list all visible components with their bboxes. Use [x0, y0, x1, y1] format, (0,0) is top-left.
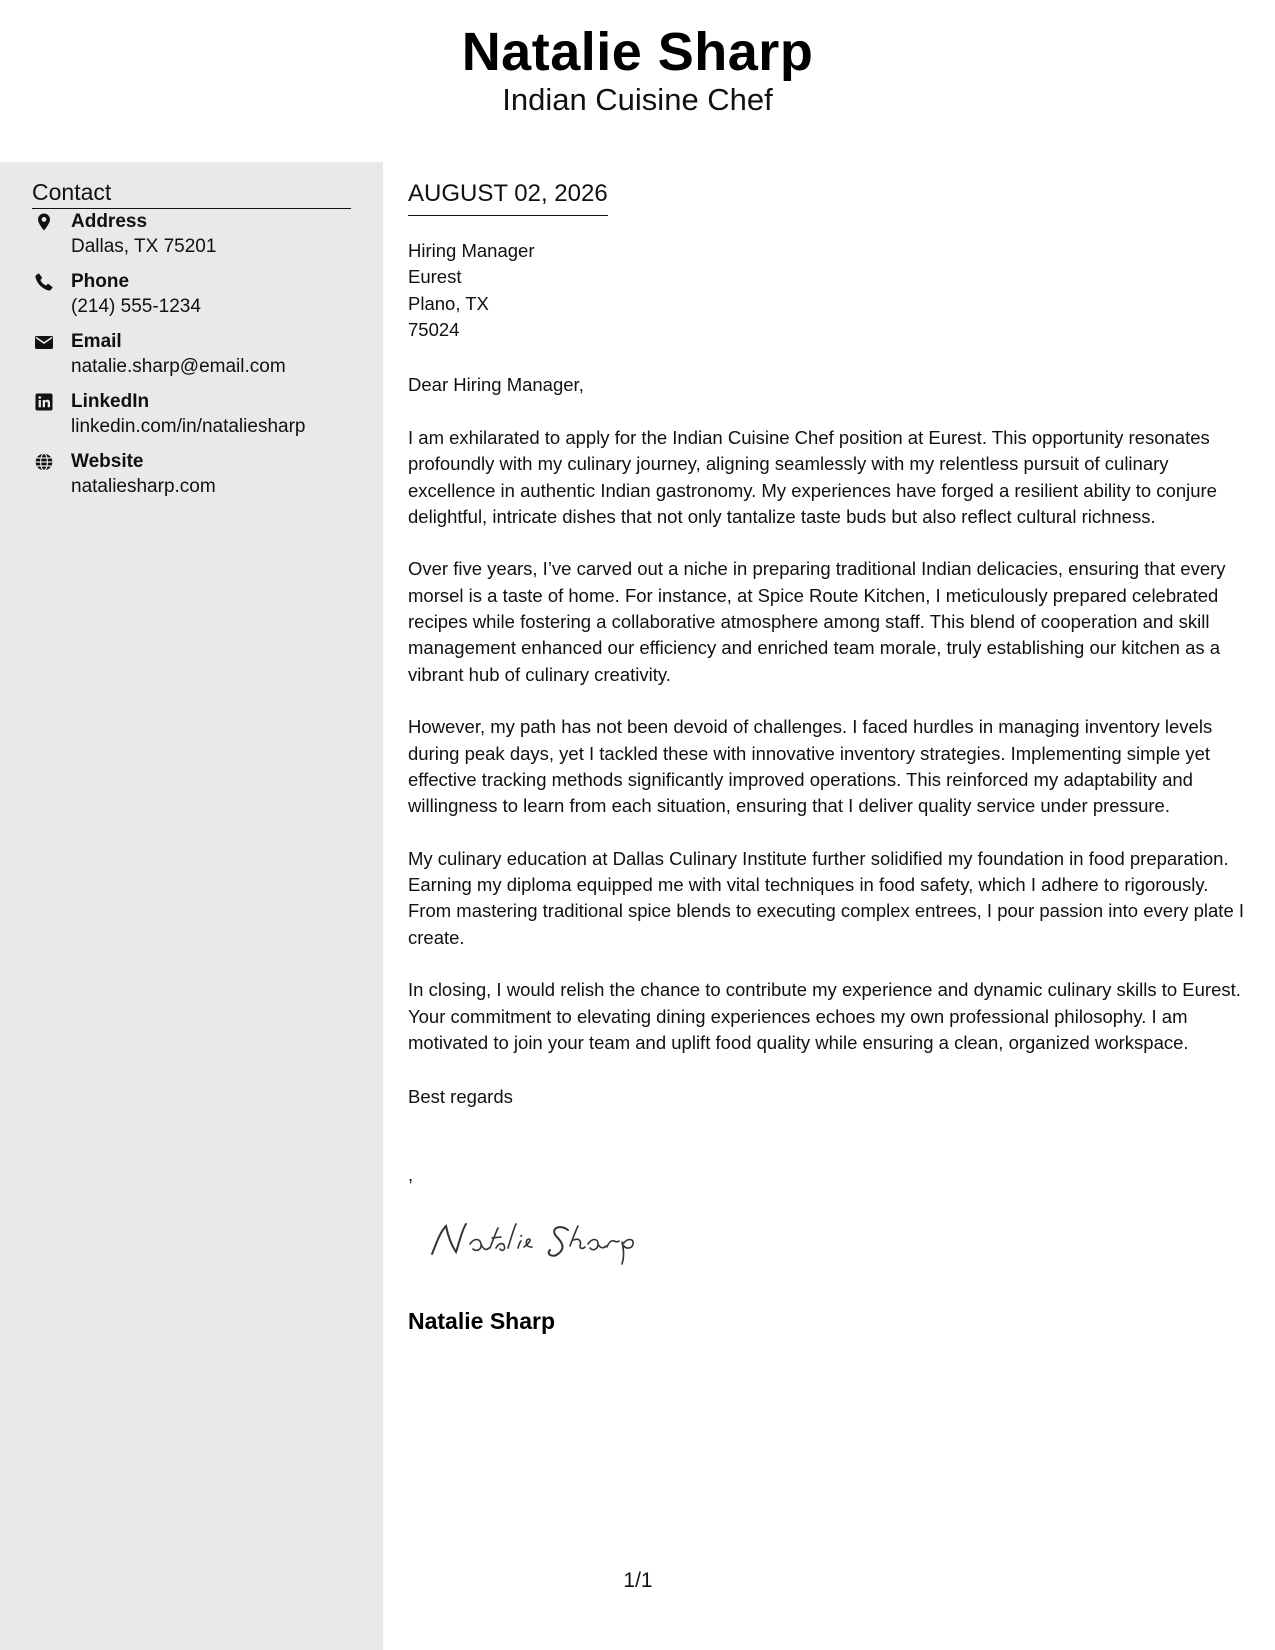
recipient-block	[408, 238, 1248, 343]
signed-name: Natalie Sharp	[408, 1308, 555, 1334]
contact-item-phone	[32, 270, 362, 326]
applicant-name: Natalie Sharp	[461, 22, 814, 82]
contact-item-email	[32, 330, 362, 386]
paragraph: My culinary education at Dallas Culinary Institute further solidified my foundation in food preparation. Earning my diploma equipped me with vital techniques in food safety, which I adhere to rigorously. From mastering traditional spice blends to executing complex entrees, I pour passion into every plate I create.	[408, 847, 1245, 948]
address-value: Dallas, TX 75201	[71, 236, 217, 257]
linkedin-icon	[34, 392, 54, 412]
linkedin-value: linkedin.com/in/nataliesharp	[71, 416, 306, 437]
contact-item-linkedin	[32, 390, 362, 446]
salutation: Dear Hiring Manager,	[408, 374, 584, 395]
closing-comma: ,	[408, 1164, 414, 1185]
contact-item-address	[32, 210, 362, 266]
recipient-company: Eurest	[408, 266, 462, 288]
recipient-city: Plano, TX	[408, 292, 489, 314]
contact-label: LinkedIn	[71, 391, 150, 412]
paragraph: However, my path has not been devoid of challenges. I faced hurdles in managing inventory levels during peak days, yet I tackled these with innovative inventory strategies. Implementing simple yet effective tracking methods significantly improved operations. This reinforced my adaptability and willingness to learn from each situation, ensuring that I deliver quality service under pressure.	[408, 716, 1213, 817]
handwritten-signature	[426, 1214, 666, 1266]
paragraph: In closing, I would relish the chance to contribute my experience and dynamic culinary skills to Eurest. Your commitment to elevating dining experiences echoes my own professional philosophy. I am motivated to join your team and uplift food quality while ensuring a clean, organized workspace.	[408, 979, 1241, 1053]
closing: Best regards	[408, 1086, 513, 1107]
letter-header	[0, 0, 1275, 162]
contact-sidebar	[0, 162, 383, 1650]
letter-paragraphs	[408, 425, 1248, 1082]
page-number: 1/1	[623, 1569, 653, 1592]
contact-label: Email	[71, 331, 122, 352]
paragraph: I am exhilarated to apply for the Indian Cuisine Chef position at Eurest. This opportunity resonates profoundly with my culinary journey, aligning seamlessly with my relentless pursuit of culinary excellence in authentic Indian gastronomy. My experiences have forged a resilient ability to conjure delightful, intricate dishes that not only tantalize taste buds but also reflect cultural richness.	[408, 427, 1217, 527]
envelope-icon	[34, 332, 54, 352]
contact-heading: Contact	[32, 177, 351, 209]
phone-icon	[34, 272, 54, 292]
phone-value: (214) 555-1234	[71, 296, 201, 317]
recipient-name: Hiring Manager	[408, 240, 535, 261]
globe-icon	[34, 452, 54, 472]
map-pin-icon	[34, 212, 54, 232]
job-title: Indian Cuisine Chef	[502, 82, 773, 117]
paragraph: Over five years, I’ve carved out a niche in preparing traditional Indian delicacies, ensuring that every morsel is a taste of home. For instance, at Spice Route Kitchen, I meticulously prepared celebrated recipes while fostering a collaborative atmosphere among staff. This blend of cooperation and skill management enhanced our efficiency and enriched team morale, truly establishing our kitchen as a vibrant hub of culinary creativity.	[408, 558, 1226, 685]
contact-item-website	[32, 450, 362, 506]
contact-label: Website	[71, 451, 144, 472]
contact-label: Address	[71, 211, 148, 232]
recipient-zip: 75024	[408, 318, 460, 340]
letter-date: AUGUST 02, 2026	[408, 179, 608, 216]
email-value: natalie.sharp@email.com	[71, 356, 286, 377]
website-value: nataliesharp.com	[71, 476, 216, 497]
contact-label: Phone	[71, 271, 130, 292]
